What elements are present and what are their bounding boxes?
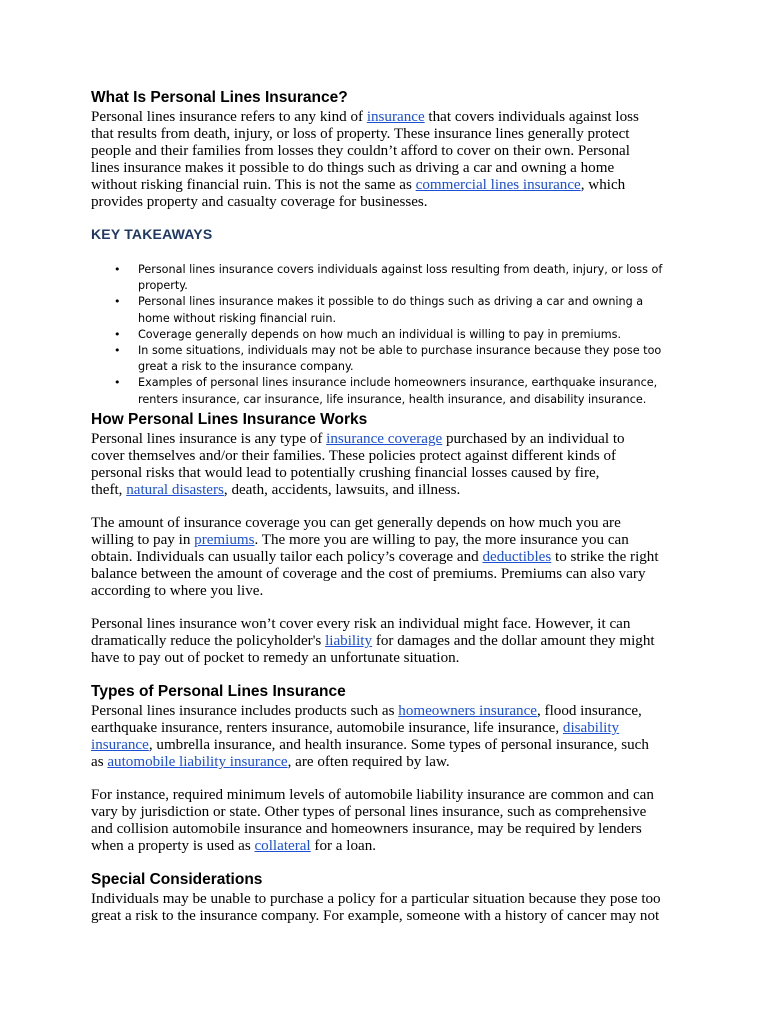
text-line: Individuals may be unable to purchase a policy for a particular situation because they pose too <box>91 891 661 907</box>
section-heading-how-it-works: How Personal Lines Insurance Works <box>91 411 368 428</box>
paragraph <box>91 431 691 499</box>
bullet-icon: • <box>114 376 121 390</box>
text-line: willing to pay in premiums. The more you are willing to pay, the more insurance you can <box>91 531 629 548</box>
paragraph <box>91 703 691 771</box>
text-line: Personal lines insurance includes products such as homeowners insurance, flood insurance, <box>91 703 642 719</box>
key-takeaways-list <box>114 262 694 408</box>
text-line: without risking financial ruin. This is not the same as commercial lines insurance, which <box>91 176 626 193</box>
text-line: people and their families from losses they couldn’t afford to cover on their own. Personal <box>91 142 630 159</box>
link-homeowners-insurance[interactable]: homeowners insurance <box>398 703 537 719</box>
text-line: The amount of insurance coverage you can get generally depends on how much you are <box>91 515 621 531</box>
link-collateral[interactable]: collateral <box>254 837 311 854</box>
text-line: that results from death, injury, or loss of property. These insurance lines generally protect <box>91 125 630 142</box>
paragraph <box>91 787 691 855</box>
takeaway-text: Coverage generally depends on how much an individual is willing to pay in premiums. <box>138 327 621 341</box>
link-disability[interactable]: disability <box>562 719 620 736</box>
link-insurance[interactable]: insurance <box>91 736 149 753</box>
paragraph <box>91 891 691 925</box>
link-natural-disasters[interactable]: natural disasters <box>126 481 224 498</box>
text-line: when a property is used as collateral for a loan. <box>91 837 377 854</box>
text-line: balance between the amount of coverage and the cost of premiums. Premiums can also vary <box>91 565 646 582</box>
bullet-icon: • <box>114 295 121 309</box>
text-line: personal risks that would lead to potentially crushing financial losses caused by fire, <box>91 464 600 481</box>
text-line: as automobile liability insurance, are often required by law. <box>91 753 450 770</box>
takeaway-text: home without risking financial ruin. <box>138 311 337 325</box>
takeaway-item <box>114 327 694 343</box>
takeaway-text: In some situations, individuals may not be able to purchase insurance because they pose too <box>138 344 662 358</box>
text-line: earthquake insurance, renters insurance, automobile insurance, life insurance, disability <box>91 719 620 736</box>
link-liability[interactable]: liability <box>325 632 373 649</box>
text-line: great a risk to the insurance company. For example, someone with a history of cancer may not <box>91 907 660 924</box>
text-line: provides property and casualty coverage for businesses. <box>91 193 428 210</box>
takeaway-text: Personal lines insurance covers individuals against loss resulting from death, injury, or loss of <box>138 263 663 276</box>
takeaway-text: property. <box>138 279 188 293</box>
text-line: according to where you live. <box>91 582 264 599</box>
link-automobile-liability-insurance[interactable]: automobile liability insurance <box>107 753 288 770</box>
text-line: and collision automobile insurance and homeowners insurance, may be required by lenders <box>91 820 642 837</box>
bullet-icon: • <box>114 344 121 358</box>
text-line: obtain. Individuals can usually tailor each policy’s coverage and deductibles to strike the right <box>91 548 659 565</box>
link-premiums[interactable]: premiums <box>194 531 255 548</box>
takeaway-item <box>114 262 694 294</box>
section-heading-special-considerations: Special Considerations <box>91 871 263 888</box>
text-line: have to pay out of pocket to remedy an unfortunate situation. <box>91 649 460 666</box>
takeaway-item <box>114 375 694 407</box>
section-heading-what-is: What Is Personal Lines Insurance? <box>91 89 348 106</box>
takeaway-text: renters insurance, car insurance, life insurance, health insurance, and disability insurance. <box>138 392 647 406</box>
section-heading-types: Types of Personal Lines Insurance <box>91 683 346 700</box>
link-insurance-coverage[interactable]: insurance coverage <box>326 431 443 447</box>
bullet-icon: • <box>114 263 121 276</box>
text-line: vary by jurisdiction or state. Other types of personal lines insurance, such as comprehensive <box>91 803 647 820</box>
takeaway-text: Examples of personal lines insurance include homeowners insurance, earthquake insurance, <box>138 376 658 390</box>
link-insurance[interactable]: insurance <box>366 109 425 125</box>
takeaway-text: great a risk to the insurance company. <box>138 360 354 374</box>
text-line: cover themselves and/or their families. These policies protect against different kinds of <box>91 447 617 464</box>
text-line: theft, natural disasters, death, accidents, lawsuits, and illness. <box>91 481 461 498</box>
text-line: Personal lines insurance won’t cover every risk an individual might face. However, it can <box>91 616 631 632</box>
text-line: Personal lines insurance refers to any kind of insurance that covers individuals against loss <box>91 109 639 125</box>
text-line: dramatically reduce the policyholder's liability for damages and the dollar amount they might <box>91 632 655 649</box>
text-line: insurance, umbrella insurance, and health insurance. Some types of personal insurance, such <box>91 736 649 753</box>
takeaway-item <box>114 294 694 326</box>
paragraph <box>91 515 691 600</box>
key-takeaways-heading: KEY TAKEAWAYS <box>91 226 213 242</box>
takeaway-item <box>114 343 694 375</box>
link-deductibles[interactable]: deductibles <box>482 548 552 565</box>
text-line: lines insurance makes it possible to do things such as driving a car and owning a home <box>91 159 615 176</box>
takeaway-text: Personal lines insurance makes it possible to do things such as driving a car and owning a <box>138 295 644 309</box>
paragraph <box>91 109 691 210</box>
paragraph <box>91 616 691 667</box>
text-line: For instance, required minimum levels of automobile liability insurance are common and can <box>91 787 654 803</box>
link-commercial-lines-insurance[interactable]: commercial lines insurance <box>415 176 581 193</box>
bullet-icon: • <box>114 327 121 341</box>
text-line: Personal lines insurance is any type of insurance coverage purchased by an individual to <box>91 431 625 447</box>
